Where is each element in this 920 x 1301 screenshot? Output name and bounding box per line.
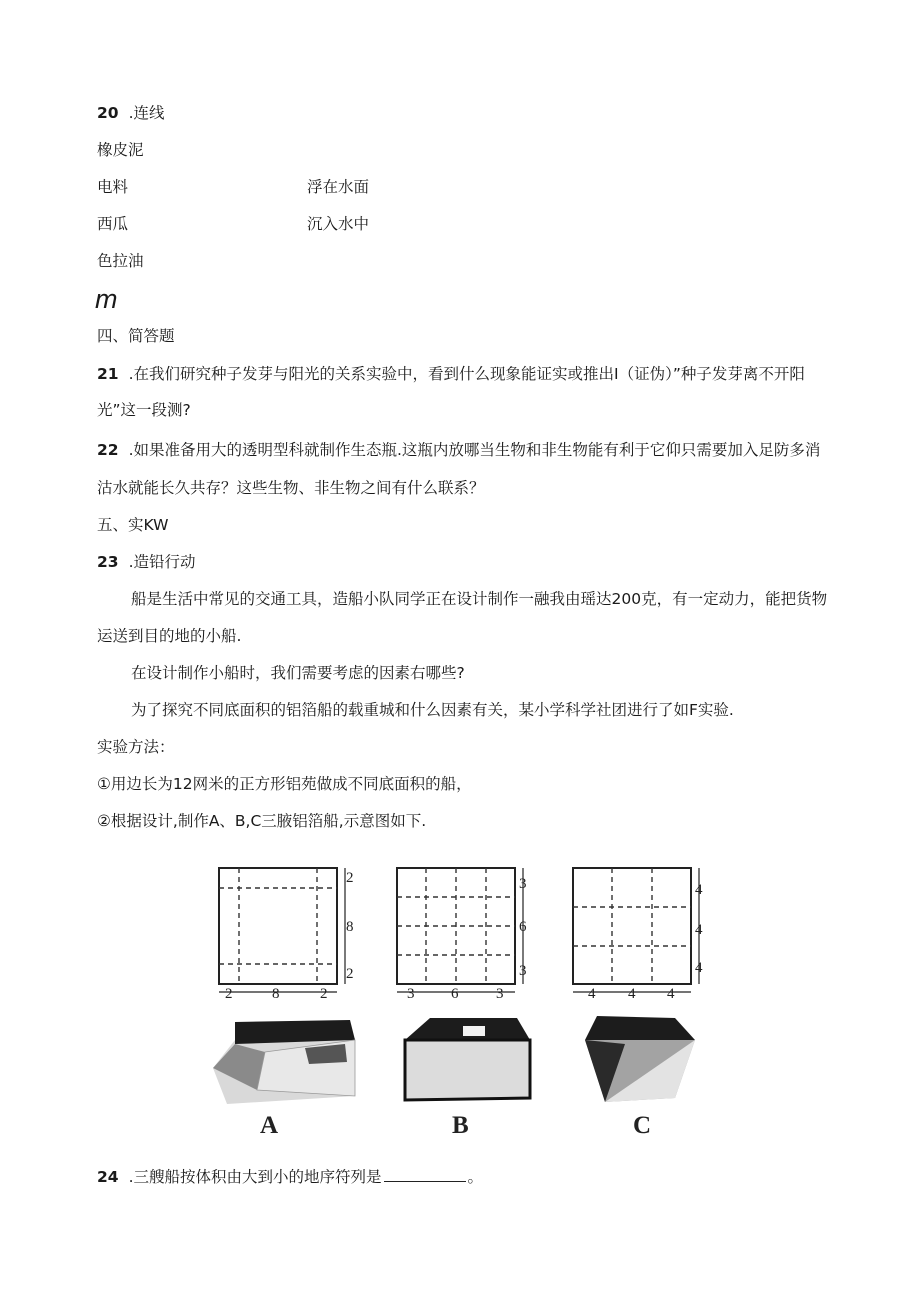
boat-c-pattern (573, 868, 699, 992)
boat-c-label: C (633, 1112, 652, 1139)
q22-text-1: .如果准备用大的透明型科就制作生态瓶.这瓶内放哪当生物和非生物能有利于它仰只需要加入足防多消 (128, 441, 821, 459)
match-right-item-1: 浮在水面 (307, 178, 370, 196)
q21-text-2: 光”这一段测? (97, 401, 191, 419)
method-step-1: ①用边长为12网米的正方形铝苑做成不同底面积的船， (97, 775, 472, 793)
q24-number: 24 (97, 1168, 119, 1186)
stray-mark: m (95, 284, 118, 314)
method-title: 实验方法： (97, 738, 175, 756)
boat-diagram-figure (205, 858, 710, 1144)
boat-a-bottom-dim-3: 2 (320, 986, 328, 1002)
boat-a-side-dim-2: 8 (346, 919, 354, 935)
q23-para1-line2: 运送到目的地的小船. (97, 627, 242, 645)
q22-line1 (97, 440, 820, 460)
match-left-item-4: 色拉油 (97, 252, 144, 270)
boat-b-bottom-dim-2: 6 (451, 986, 459, 1002)
section4-title: 四、简答题 (97, 327, 175, 345)
q23-heading (97, 552, 196, 572)
boat-b-bottom-dim-3: 3 (496, 986, 504, 1002)
q23-para1-line1: 船是生活中常见的交通工具，造船小队同学正在设计制作一融我由瑶达200克，有一定动力，能把货物 (131, 590, 828, 608)
boat-b-photo (405, 1018, 530, 1100)
match-right-item-2: 沉入水中 (307, 215, 370, 233)
boat-c-side-dim-3: 4 (695, 960, 703, 976)
q20-heading (97, 103, 165, 123)
boat-b-pattern (397, 868, 523, 992)
boat-b-side-dim-1: 3 (519, 876, 527, 892)
match-left-item-1: 橡皮泥 (97, 141, 144, 159)
q24-answer-blank[interactable] (384, 1167, 466, 1182)
q23-title: .造铅行动 (128, 553, 196, 571)
boat-a-side-dim-3: 2 (346, 966, 354, 982)
boat-a-bottom-dim-1: 2 (225, 986, 233, 1002)
boat-diagram-svg (205, 858, 710, 1144)
boat-b-label: B (452, 1112, 469, 1139)
boat-b-side-dim-3: 3 (519, 963, 527, 979)
q23-number: 23 (97, 553, 119, 571)
q20-title: .连线 (128, 104, 165, 122)
boat-a-bottom-dim-2: 8 (272, 986, 280, 1002)
q20-number: 20 (97, 104, 119, 122)
boat-c-bottom-dim-3: 4 (667, 986, 675, 1002)
boat-c-bottom-dim-1: 4 (588, 986, 596, 1002)
q22-number: 22 (97, 441, 119, 459)
boat-b-bottom-dim-1: 3 (407, 986, 415, 1002)
q21-line1 (97, 364, 805, 384)
boat-c-photo (585, 1016, 695, 1102)
boat-a-side-dim-1: 2 (346, 870, 354, 886)
q23-para3: 为了探究不同底面积的铝箔船的载重城和什么因素有关，某小学科学社团进行了如F实验. (131, 701, 734, 719)
match-left-item-2: 电料 (97, 178, 129, 196)
q22-text-2: 沽水就能长久共存？这些生物、非生物之间有什么联系？ (97, 479, 485, 497)
boat-c-side-dim-1: 4 (695, 882, 703, 898)
boat-a-photo (213, 1020, 355, 1104)
boat-c-bottom-dim-2: 4 (628, 986, 636, 1002)
q21-number: 21 (97, 365, 119, 383)
boat-b-side-dim-2: 6 (519, 919, 527, 935)
boat-c-side-dim-2: 4 (695, 922, 703, 938)
q24-text: .三艘船按体积由大到小的地序符列是 (128, 1168, 382, 1186)
q24-line (97, 1167, 483, 1187)
q24-text-end: 。 (467, 1168, 484, 1186)
match-left-item-3: 西瓜 (97, 215, 129, 233)
boat-a-label: A (260, 1112, 279, 1139)
method-step-2: ②根据设计,制作A、B,C三腋铝箔船,示意图如下. (97, 812, 427, 830)
q21-text-1: .在我们研究种子发芽与阳光的关系实验中，看到什么现象能证实或推出I（证伪）”种子发芽离不开阳 (128, 365, 805, 383)
boat-a-pattern (219, 868, 345, 992)
q23-para2: 在设计制作小船时，我们需要考虑的因素右哪些? (131, 664, 465, 682)
section5-title: 五、实KW (97, 516, 169, 534)
